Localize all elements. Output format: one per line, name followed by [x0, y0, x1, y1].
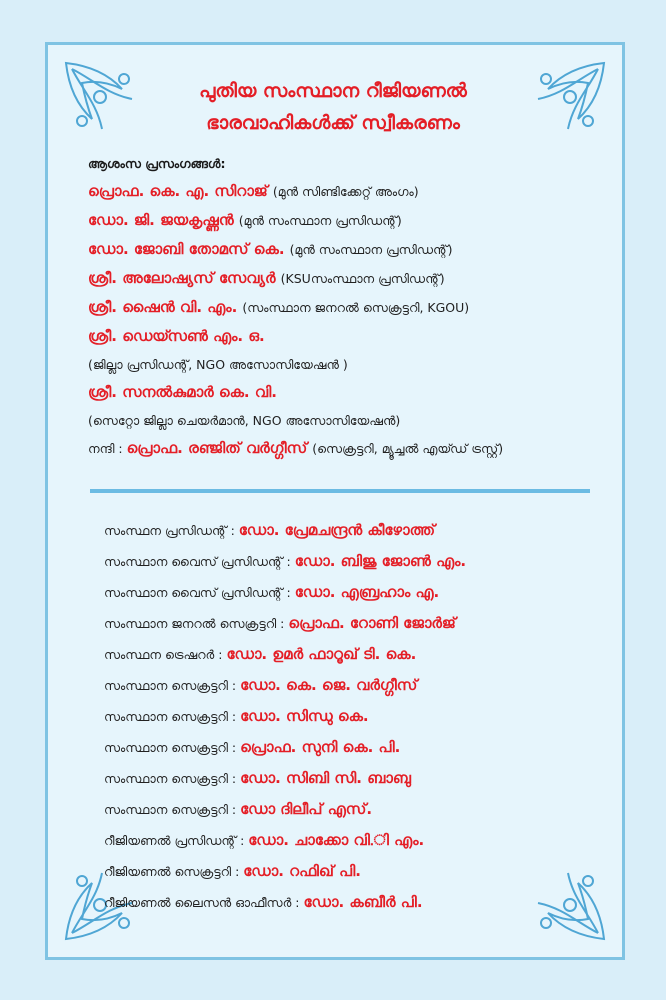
speaker-row: [88, 350, 608, 377]
speaker-row: [88, 234, 608, 263]
speakers-heading: ആശംസ പ്രസംഗങ്ങൾ:: [88, 156, 226, 171]
officer-position: സംസ്ഥാന സെക്രട്ടറി :: [104, 802, 241, 817]
officer-position: സംസ്ഥാന ജനറൽ സെക്രട്ടറി :: [104, 616, 289, 631]
officer-name: ഡോ. സിന്ധു കെ.: [240, 707, 369, 725]
page-subtitle: ഭാരവാഹികൾക്ക് സ്വീകരണം: [206, 112, 460, 134]
speaker-name: ശ്രീ. ഡെയ്സൺ എം. ഒ.: [88, 327, 265, 345]
speaker-name: ഡോ. ജി. ജയകൃഷ്ണൻ: [88, 211, 234, 229]
speaker-role: (സെറ്റോ ജില്ലാ ചെയർമാൻ, NGO അസോസിയേഷൻ): [88, 413, 401, 428]
speaker-row: [88, 406, 608, 433]
speaker-row: [88, 292, 608, 321]
speaker-row: [88, 205, 608, 234]
speaker-row: [88, 321, 608, 350]
officer-row: [104, 607, 604, 638]
officer-name: പ്രൊഫ. റോണി ജോർജ്: [288, 614, 456, 632]
officer-name: പ്രൊഫ. സുനി കെ. പി.: [240, 738, 401, 756]
speaker-role: (KSUസംസ്ഥാന പ്രസിഡന്റ്): [280, 271, 445, 286]
officer-row: [104, 731, 604, 762]
thanks-row: [88, 433, 608, 462]
officer-row: [104, 762, 604, 793]
speaker-name: ശ്രീ. അലോഷ്യസ് സേവ്യർ: [88, 269, 276, 287]
officer-name: ഡോ. റഫിഖ് പി.: [243, 862, 361, 880]
speaker-name: പ്രൊഫ. കെ. എ. സിറാജ്: [88, 182, 268, 200]
officer-position: സംസ്ഥാന സെക്രട്ടറി :: [104, 771, 241, 786]
officer-position: സംസ്ഥാന വൈസ് പ്രസിഡന്റ് :: [104, 554, 295, 569]
officer-row: [104, 793, 604, 824]
speakers-section: [88, 152, 608, 462]
speaker-role: (സംസ്ഥാന ജനറൽ സെക്രട്ടറി, KGOU): [242, 300, 470, 315]
speaker-row: [88, 176, 608, 205]
speaker-row: [88, 377, 608, 406]
thanks-role: (സെക്രട്ടറി, മ്യൂച്ചൽ എയ്ഡ് ട്രസ്റ്റ്): [312, 441, 504, 456]
officer-position: റീജിയണൽ പ്രസിഡന്റ് :: [104, 833, 249, 848]
officer-name: ഡോ. സിബി സി. ബാബു: [240, 769, 411, 787]
officer-row: [104, 855, 604, 886]
speaker-row: [88, 263, 608, 292]
speaker-name: ശ്രീ. സനൽകുമാർ കെ. വി.: [88, 383, 277, 401]
officer-row: [104, 886, 604, 917]
officer-position: സംസ്ഥാന വൈസ് പ്രസിഡന്റ് :: [104, 585, 295, 600]
officer-row: [104, 514, 604, 545]
officer-name: ഡോ. പ്രേമചന്ദ്രൻ കീഴോത്ത്: [238, 521, 436, 539]
officer-name: ഡോ. ബിജു ജോൺ എം.: [294, 552, 467, 570]
officer-name: ഡോ. കെ. ജെ. വർഗ്ഗീസ്: [240, 676, 418, 694]
officer-position: സംസ്ഥാന സെക്രട്ടറി :: [104, 678, 241, 693]
officer-name: ഡോ. കബീർ പി.: [303, 893, 423, 911]
officer-name: ഡോ ദിലീപ് എസ്.: [240, 800, 373, 818]
speaker-role: (മുൻ സിണ്ടിക്കേറ്റ് അംഗം): [272, 184, 419, 199]
thanks-label: നന്ദി :: [88, 441, 127, 456]
speaker-role: (ജില്ലാ പ്രസിഡന്റ്, NGO അസോസിയേഷൻ ): [88, 357, 348, 372]
officer-row: [104, 576, 604, 607]
speaker-role: (മുൻ സംസ്ഥാന പ്രസിഡന്റ്): [289, 242, 453, 257]
page-title: പുതിയ സംസ്ഥാന റീജിയണൽ: [199, 80, 467, 102]
officer-position: സംസ്ഥാന സെക്രട്ടറി :: [104, 709, 241, 724]
officer-row: [104, 700, 604, 731]
officer-position: സംസ്ഥന പ്രസിഡന്റ് :: [104, 523, 239, 538]
officer-row: [104, 638, 604, 669]
officer-row: [104, 545, 604, 576]
speaker-name: ഡോ. ജോബി തോമസ് കെ.: [88, 240, 285, 258]
officer-name: ഡോ. ഉമർ ഫാറൂഖ് ടി. കെ.: [226, 645, 417, 663]
officer-position: സംസ്ഥാന സെക്രട്ടറി :: [104, 740, 241, 755]
officers-section: [104, 514, 604, 917]
officer-row: [104, 669, 604, 700]
officer-name: ഡോ. എബ്രഹാം എ.: [294, 583, 440, 601]
section-divider: [90, 489, 590, 493]
officer-name: ഡോ. ചാക്കോ വി.ി എം.: [248, 831, 425, 849]
speaker-role: (മുൻ സംസ്ഥാന പ്രസിഡന്റ്): [238, 213, 402, 228]
speaker-name: ശ്രീ. ഷൈൻ വി. എം.: [88, 298, 238, 316]
thanks-name: പ്രൊഫ. രഞ്ജിത് വർഗ്ഗീസ്: [126, 439, 308, 457]
officer-position: റീജിയണൽ ലൈസൻ ഓഫീസർ :: [104, 895, 304, 910]
officer-row: [104, 824, 604, 855]
officer-position: റീജിയണൽ സെക്രട്ടറി :: [104, 864, 244, 879]
officer-position: സംസ്ഥന ട്രെഷറർ :: [104, 647, 227, 662]
